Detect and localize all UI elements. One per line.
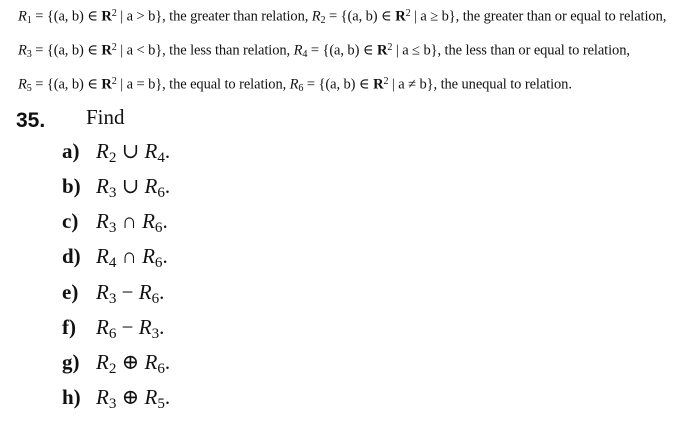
real-space-power: 2 xyxy=(387,42,393,53)
part-expression xyxy=(96,244,168,272)
relation-name: R xyxy=(18,8,27,25)
set-open: = {(a, b) ∈ xyxy=(31,76,102,93)
right-subscript: 6 xyxy=(154,255,163,272)
relation-subscript: 1 xyxy=(26,15,32,27)
set-condition: | a > b}, xyxy=(116,8,170,25)
right-subscript: 6 xyxy=(151,291,160,308)
set-open: = {(a, b) ∈ xyxy=(31,8,102,25)
relation-description: the less than or equal to relation, xyxy=(444,42,630,59)
relation-name: R xyxy=(18,42,27,59)
relation-description: the greater than relation, xyxy=(169,8,312,25)
left-relation: R xyxy=(96,385,109,409)
left-relation: R xyxy=(96,209,109,233)
real-space: R xyxy=(377,42,388,59)
real-space-power: 2 xyxy=(405,8,411,19)
relation-name: R xyxy=(18,76,27,93)
left-relation: R xyxy=(96,244,109,268)
real-space: R xyxy=(395,8,406,25)
relation-description: the greater than or equal to relation, xyxy=(462,8,667,25)
right-subscript: 6 xyxy=(157,361,165,378)
set-open: = {(a, b) ∈ xyxy=(303,76,374,93)
set-operator: − xyxy=(116,315,139,339)
relation-subscript: 6 xyxy=(298,83,304,95)
right-relation: R xyxy=(138,280,152,304)
real-space-power: 2 xyxy=(111,42,117,53)
left-subscript: 3 xyxy=(108,220,117,237)
period: . xyxy=(162,244,168,268)
left-relation: R xyxy=(96,280,109,304)
right-subscript: 3 xyxy=(151,326,160,343)
relation-name: R xyxy=(289,76,299,93)
right-subscript: 4 xyxy=(157,150,165,167)
set-open: = {(a, b) ∈ xyxy=(31,42,102,59)
left-subscript: 2 xyxy=(108,150,117,167)
part-d xyxy=(62,244,168,272)
part-letter: h) xyxy=(62,385,81,409)
part-expression xyxy=(96,139,171,167)
definition-line-2 xyxy=(18,42,630,60)
relation-subscript: 5 xyxy=(26,83,32,95)
part-expression xyxy=(96,350,171,378)
set-operator: ∪ xyxy=(116,139,145,163)
part-h xyxy=(62,385,170,413)
right-relation: R xyxy=(144,139,158,163)
part-b xyxy=(62,174,170,202)
period: . xyxy=(159,315,165,339)
relation-subscript: 2 xyxy=(320,15,326,27)
part-letter: c) xyxy=(62,209,79,233)
part-letter: a) xyxy=(62,139,80,163)
part-letter: d) xyxy=(62,244,81,268)
left-relation: R xyxy=(96,174,109,198)
part-expression xyxy=(96,315,165,343)
set-open: = {(a, b) ∈ xyxy=(325,8,396,25)
part-g xyxy=(62,350,170,378)
part-expression xyxy=(96,385,171,413)
relation-description: the less than relation, xyxy=(169,42,294,59)
right-relation: R xyxy=(138,315,152,339)
set-operator: − xyxy=(116,280,139,304)
left-relation: R xyxy=(96,139,109,163)
right-relation: R xyxy=(144,174,158,198)
set-condition: | a ≥ b}, xyxy=(410,8,463,25)
period: . xyxy=(164,350,171,374)
right-subscript: 6 xyxy=(157,185,165,202)
part-letter: b) xyxy=(62,174,81,198)
real-space-power: 2 xyxy=(383,76,389,87)
left-subscript: 4 xyxy=(108,255,117,272)
definition-line-3 xyxy=(18,76,572,94)
right-subscript: 6 xyxy=(154,220,163,237)
part-expression xyxy=(96,174,171,202)
right-relation: R xyxy=(144,385,158,409)
left-subscript: 3 xyxy=(108,396,117,413)
period: . xyxy=(162,209,168,233)
right-relation: R xyxy=(144,350,158,374)
part-f xyxy=(62,315,164,343)
set-operator: ⊕ xyxy=(116,350,145,374)
part-e xyxy=(62,280,164,308)
left-subscript: 3 xyxy=(108,185,117,202)
problem-number: 35. xyxy=(16,109,46,132)
relation-subscript: 3 xyxy=(26,49,32,61)
left-subscript: 2 xyxy=(108,361,117,378)
right-subscript: 5 xyxy=(157,396,165,413)
set-operator: ⊕ xyxy=(116,385,145,409)
set-operator: ∩ xyxy=(116,244,143,268)
period: . xyxy=(164,139,171,163)
relation-name: R xyxy=(293,42,303,59)
left-relation: R xyxy=(96,315,109,339)
set-operator: ∩ xyxy=(116,209,143,233)
relation-subscript: 4 xyxy=(302,49,308,61)
right-relation: R xyxy=(142,244,155,268)
left-relation: R xyxy=(96,350,109,374)
part-a xyxy=(62,139,170,167)
part-letter: g) xyxy=(62,350,80,374)
real-space-power: 2 xyxy=(111,8,117,19)
left-subscript: 3 xyxy=(108,291,117,308)
real-space: R xyxy=(101,8,112,25)
period: . xyxy=(159,280,165,304)
set-condition: | a < b}, xyxy=(116,42,170,59)
real-space: R xyxy=(373,76,384,93)
problem-label: Find xyxy=(86,105,125,129)
real-space-power: 2 xyxy=(111,76,117,87)
relation-description: the equal to relation, xyxy=(169,76,290,93)
definition-line-1 xyxy=(18,8,666,26)
set-condition: | a = b}, xyxy=(116,76,170,93)
right-relation: R xyxy=(142,209,155,233)
part-letter: e) xyxy=(62,280,79,304)
period: . xyxy=(164,385,171,409)
period: . xyxy=(164,174,171,198)
part-expression xyxy=(96,209,168,237)
part-expression xyxy=(96,280,165,308)
set-open: = {(a, b) ∈ xyxy=(307,42,377,59)
real-space: R xyxy=(101,42,112,59)
relation-name: R xyxy=(311,8,321,25)
set-operator: ∪ xyxy=(116,174,145,198)
set-condition: | a ≠ b}, xyxy=(388,76,441,93)
relation-description: the unequal to relation. xyxy=(440,76,572,93)
set-condition: | a ≤ b}, xyxy=(392,42,445,59)
part-letter: f) xyxy=(62,315,76,339)
part-c xyxy=(62,209,168,237)
real-space: R xyxy=(101,76,112,93)
left-subscript: 6 xyxy=(108,326,117,343)
